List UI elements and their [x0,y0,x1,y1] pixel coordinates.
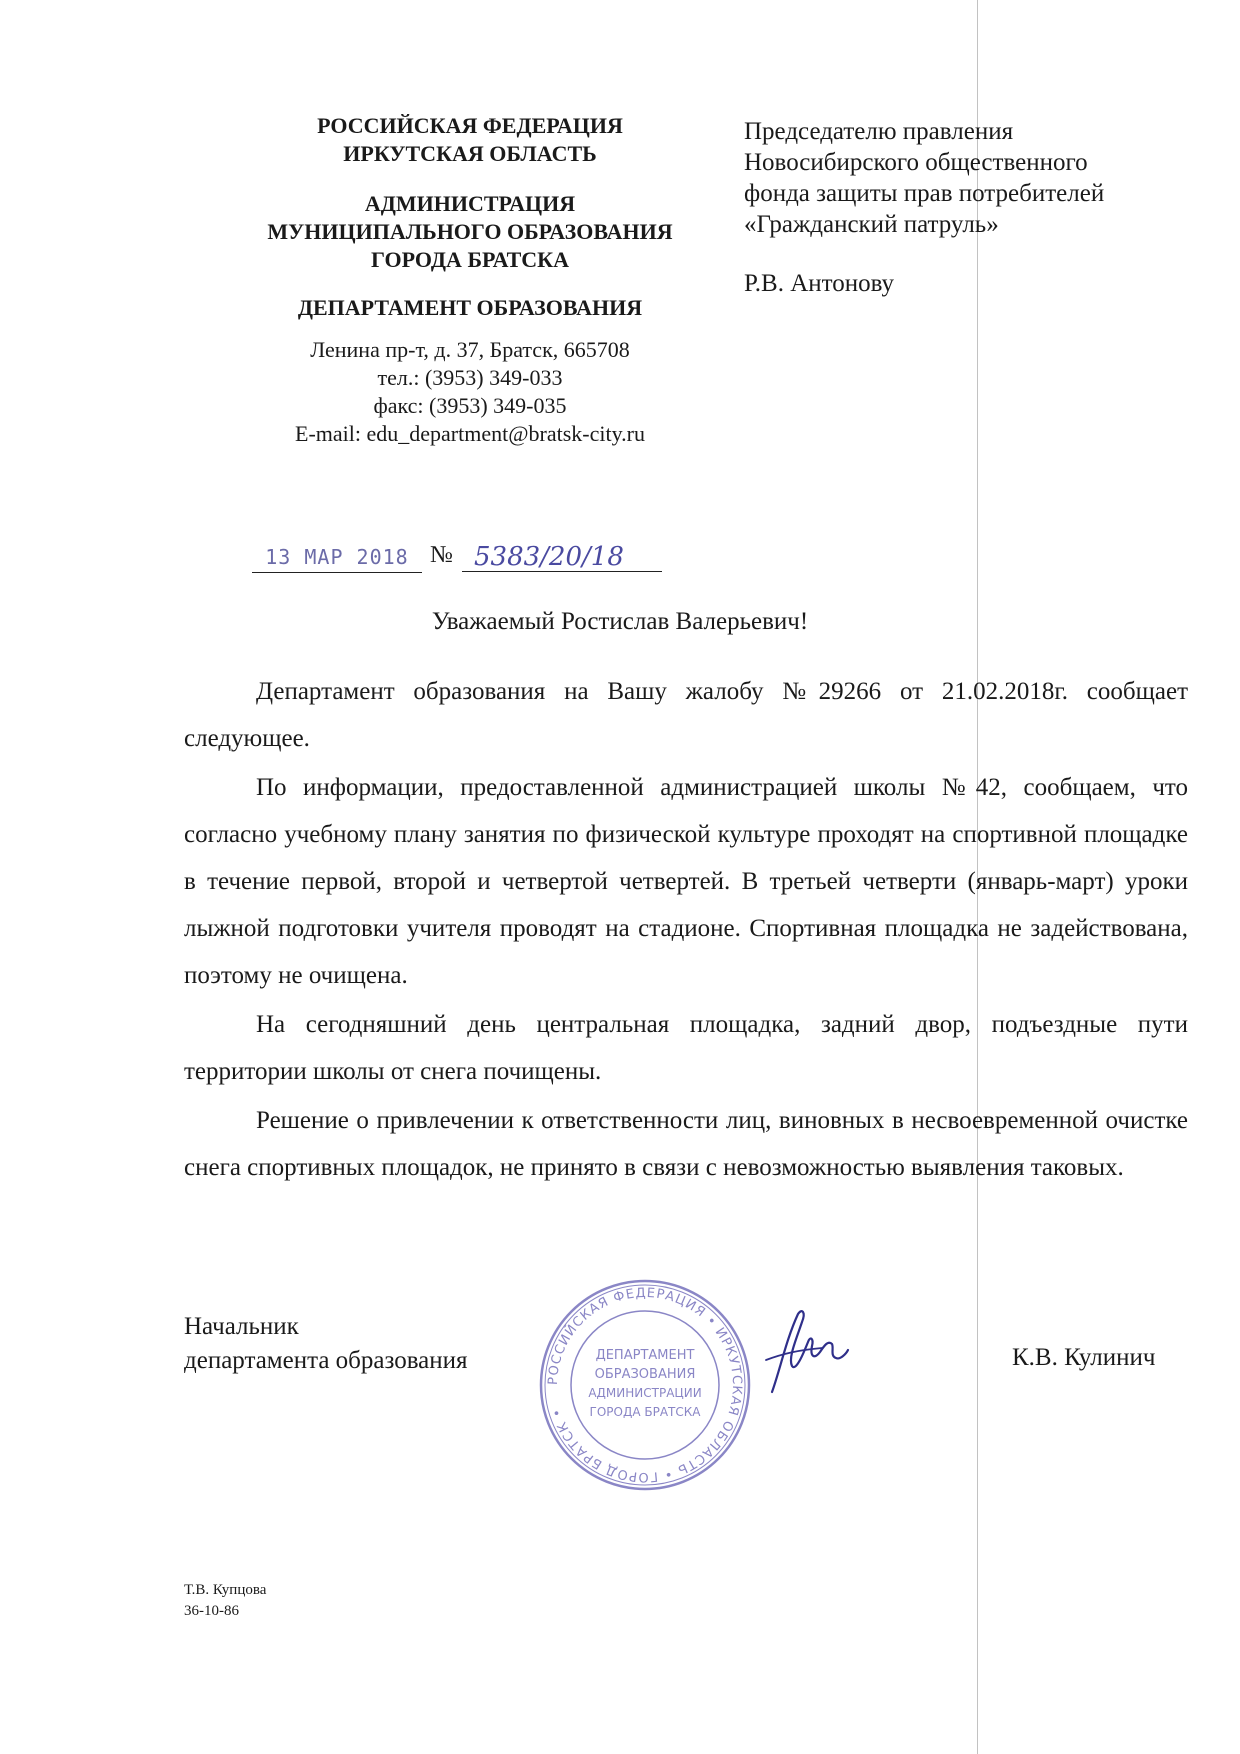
registration-line [252,540,662,574]
executor-name: Т.В. Купцова [184,1582,267,1598]
signatory-position [184,1310,468,1378]
letter-body [184,668,1188,1193]
letterhead-phone: тел.: (3953) 349-033 [377,365,563,390]
recipient-name: Р.В. Антонову [744,270,895,297]
letterhead-email: E-mail: edu_department@bratsk-city.ru [295,421,645,446]
stamp-ring-text: РОССИЙСКАЯ ФЕДЕРАЦИЯ • ИРКУТСКАЯ ОБЛАСТЬ • ГОРОД БРАТСК • [545,1285,745,1485]
body-paragraph-3: На сегодняшний день центральная площадка, задний двор, подъездные пути территории школы от снега почищены. [184,1011,1188,1085]
signatory-position-line2: департамента образования [184,1347,468,1374]
letterhead-fax: факс: (3953) 349-035 [373,393,567,418]
letterhead-department: ДЕПАРТАМЕНТ ОБРАЗОВАНИЯ [297,295,643,320]
recipient-line2: Новосибирского общественного [744,149,1088,176]
recipient-line1: Председателю правления [744,118,1014,145]
registration-number: 5383/20/18 [462,540,662,572]
executor-phone: 36-10-86 [184,1603,239,1619]
body-paragraph-1: Департамент образования на Вашу жалобу №29266 от 21.02.2018г. сообщает следующее. [184,678,1188,752]
handwritten-signature [752,1300,852,1400]
stamp-center-line4: ГОРОДА БРАТСКА [589,1405,701,1419]
letterhead-country: РОССИЙСКАЯ ФЕДЕРАЦИЯ [317,113,623,138]
executor-info [184,1580,266,1622]
letterhead-address: Ленина пр-т, д. 37, Братск, 665708 [310,337,630,362]
body-paragraph-4: Решение о привлечении к ответственности лиц, виновных в несвоевременной очистке снега спортивных площадок, не принято в связи с невозможностью выявления таковых. [184,1107,1188,1181]
stamp-center-line3: АДМИНИСТРАЦИИ [588,1386,702,1400]
body-paragraph-2: По информации, предоставленной администрацией школы №42, сообщаем, что согласно учебному плану занятия по физической культуре проходят на спортивной площадке в течение первой, второй и четвертой четвертей. В третьей четверти (январь-март) уроки лыжной подготовки учителя проводят на стадионе. Спортивная площадка не задействована, поэтому не очищена. [184,774,1188,989]
registration-number-label: № [430,542,453,568]
letterhead [210,112,730,448]
greeting: Уважаемый Ростислав Валерьевич! [431,608,809,635]
official-stamp-seal [535,1275,755,1495]
letterhead-org-line2: МУНИЦИПАЛЬНОГО ОБРАЗОВАНИЯ [267,219,673,244]
letterhead-org-line3: ГОРОДА БРАТСКА [371,247,569,272]
stamp-center-line2: ОБРАЗОВАНИЯ [594,1367,696,1382]
svg-text:РОССИЙСКАЯ ФЕДЕРАЦИЯ • ИРКУТСК [546,1286,744,1484]
registration-date-stamp: 13 МАР 2018 [252,540,422,573]
letterhead-region: ИРКУТСКАЯ ОБЛАСТЬ [343,141,597,166]
recipient-line4: «Гражданский патруль» [744,211,999,238]
recipient-block [744,116,1184,299]
stamp-center-line1: ДЕПАРТАМЕНТ [595,1348,695,1363]
letterhead-org-line1: АДМИНИСТРАЦИЯ [364,191,576,216]
recipient-line3: фонда защиты прав потребителей [744,180,1105,207]
signatory-name: К.В. Кулинич [1012,1344,1156,1371]
signatory-position-line1: Начальник [184,1313,299,1340]
